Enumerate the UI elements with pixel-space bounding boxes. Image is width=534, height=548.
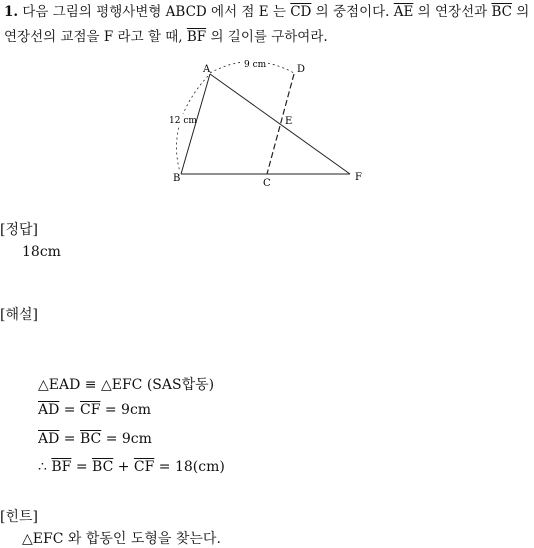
equals: = [59,402,80,418]
point-f-label: F [355,172,362,183]
segment-bf: $\overline{BF}$ [186,29,207,45]
solution-line-3 [38,431,152,447]
parallelogram-figure [0,0,534,200]
segment-ae: $\overline{AE}$ [393,4,414,20]
answer-heading: [정답] [0,222,38,238]
segment-ad: $\overline{AD}$ [38,431,60,447]
solution-line-4 [38,459,225,475]
value-text: = 9cm [101,431,152,447]
line-af [210,74,350,174]
solution-line-1: △EAD ≡ △EFC (SAS합동) [38,377,215,393]
length-ad-label: 9 cm [244,60,267,70]
answer-value: 18cm [22,244,61,260]
vertex-b-label: B [173,173,181,184]
vertex-a-label: A [203,64,211,75]
segment-cf: $\overline{CF}$ [133,459,155,475]
segment-bf: $\overline{BF}$ [51,459,72,475]
problem-text-2: 의 중점이다. [311,4,394,20]
problem-text-3: 의 연장선과 [413,4,492,20]
segment-cd: $\overline{CD}$ [290,4,312,20]
equals: = [59,431,80,447]
length-ab-label: 12 cm [169,116,197,126]
value-text: = 9cm [100,402,152,418]
solution-heading: [해설] [0,307,38,323]
vertex-c-label: C [263,178,271,189]
equals: = [71,459,93,475]
segment-bc: $\overline{BC}$ [491,4,512,20]
problem-text-4: 의 연장선의 교점을 F 라고 할 때, [4,4,530,45]
solution-line-2 [38,402,151,418]
problem-number: 1. [4,4,19,20]
hint-heading: [힌트] [0,509,38,525]
vertex-d-label: D [297,64,306,75]
point-e-label: E [285,116,293,127]
therefore-symbol: ∴ [38,459,52,475]
problem-text-5: 의 길이를 구하여라. [206,29,328,45]
segment-bc: $\overline{BC}$ [92,459,114,475]
value-text: = 18(cm) [154,459,225,475]
segment-bc: $\overline{BC}$ [79,431,102,447]
segment-cf: $\overline{CF}$ [79,402,101,418]
segment-ad: $\overline{AD}$ [38,402,60,418]
problem-text-1: 다음 그림의 평행사변형 ABCD 에서 점 E 는 [18,4,291,20]
plus: + [113,459,134,475]
hint-text: △EFC 와 합동인 도형을 찾는다. [22,531,221,547]
